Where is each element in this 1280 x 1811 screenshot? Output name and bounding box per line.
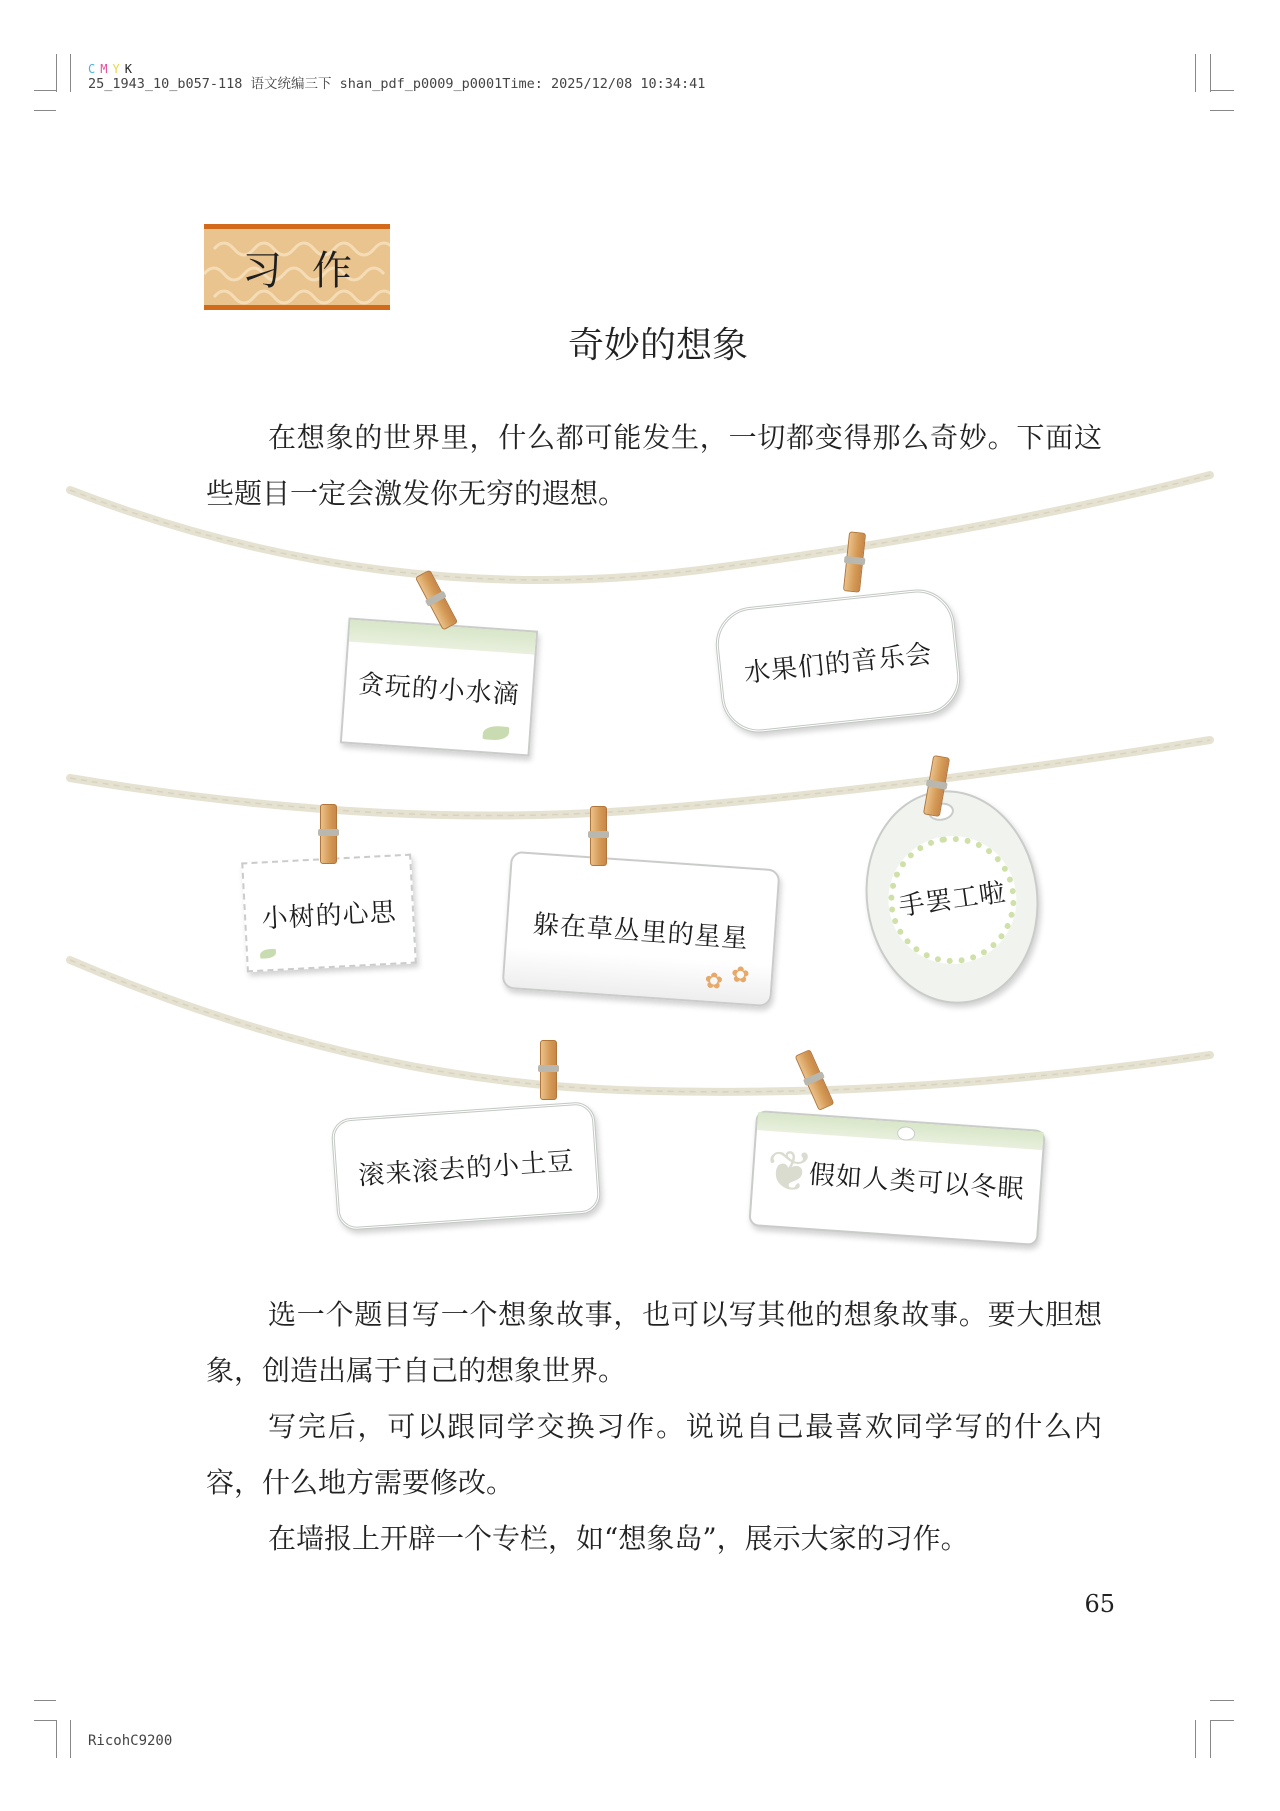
topic-label: 假如人类可以冬眠 (807, 1159, 1026, 1205)
leaf-icon (260, 949, 276, 959)
rope-1 (70, 475, 1210, 580)
instruction-paragraph: 在墙报上开辟一个专栏，如“想象岛”，展示大家的习作。 (268, 1522, 969, 1555)
cmyk-k: K (124, 62, 132, 76)
topic-card (502, 851, 781, 1007)
fern-icon: ❦ (763, 1137, 816, 1207)
topic-card (712, 586, 964, 736)
print-footer: RicohC9200 (88, 1733, 173, 1749)
rope-2 (70, 740, 1210, 816)
cmyk-y: Y (112, 62, 120, 76)
topic-label: 贪玩的小水滴 (356, 668, 521, 711)
cmyk-m: M (100, 62, 108, 76)
topic-card (330, 1101, 601, 1231)
topic-label: 手罢工啦 (896, 877, 1008, 922)
print-file-info: 25_1943_10_b057-118 语文统编三下 shan_pdf_p0009_p0001Time: 2025/12/08 10:34:41 (88, 76, 706, 92)
topic-label: 滚来滚去的小土豆 (357, 1145, 575, 1191)
topic-label: 水果们的音乐会 (742, 638, 934, 689)
leaf-icon (482, 725, 509, 741)
section-label: 习作 (242, 247, 382, 294)
clothespin-icon (320, 804, 337, 864)
topic-card (340, 618, 538, 757)
flower-icon: ✿ (703, 968, 724, 995)
topic-card (748, 1110, 1045, 1246)
page-title: 奇妙的想象 (567, 325, 748, 366)
flower-icon: ✿ (730, 962, 751, 989)
instruction-paragraph: 写完后，可以跟同学交换习作。说说自己最喜欢同学写的什么内容，什么地方需要修改。 (206, 1410, 1102, 1499)
page-number: 65 (1084, 1590, 1115, 1618)
cmyk-c: C (88, 62, 96, 76)
clothespin-icon (590, 806, 607, 866)
clothespin-icon (540, 1040, 557, 1100)
topic-label: 躲在草丛里的星星 (532, 908, 750, 954)
instruction-paragraph: 选一个题目写一个想象故事，也可以写其他的想象故事。要大胆想象，创造出属于自己的想象世界。 (206, 1298, 1102, 1387)
intro-paragraph: 在想象的世界里，什么都可能发生，一切都变得那么奇妙。下面这些题目一定会激发你无穷的遐想。 (206, 421, 1102, 510)
topic-label: 小树的心思 (260, 896, 398, 935)
topic-card (241, 854, 417, 973)
